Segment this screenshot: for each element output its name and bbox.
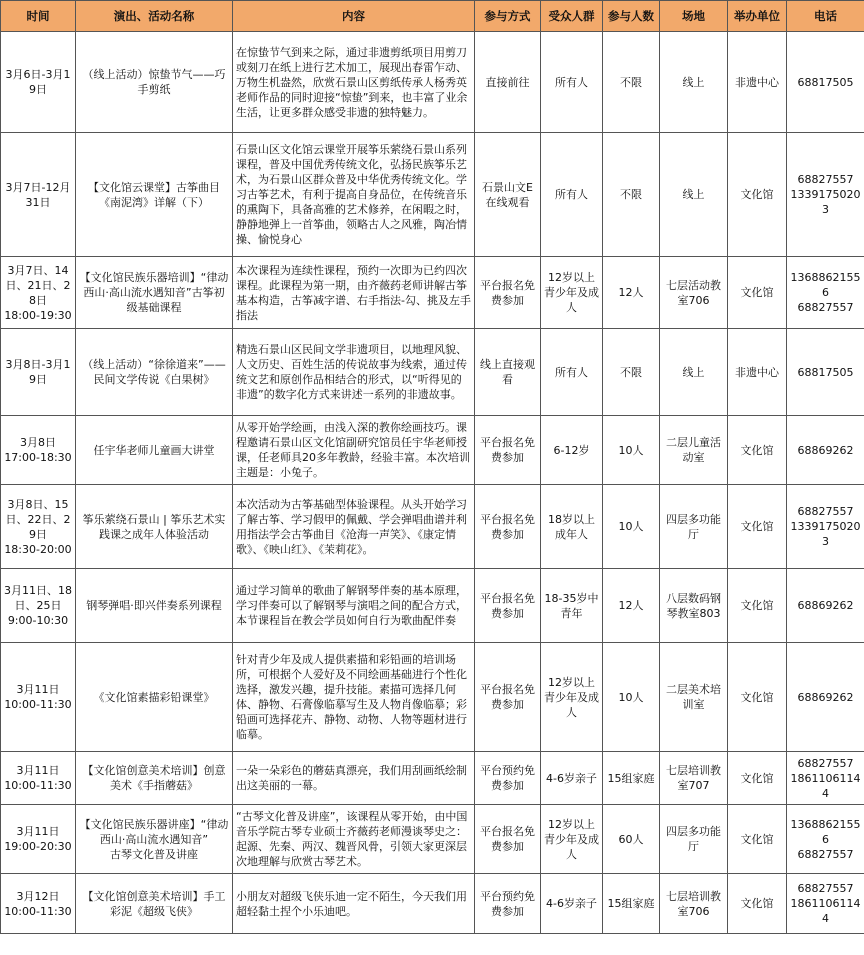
cell-phone-text: 13688621556 68827557 <box>790 271 861 314</box>
header-time: 时间 <box>1 1 76 32</box>
cell-content-text: 通过学习简单的歌曲了解钢琴伴奏的基本原理，学习伴奏可以了解钢琴与演唱之间的配合方式，本节课程旨在教会学员如何自行为歌曲配伴奏 <box>236 584 467 627</box>
cell-content <box>233 805 475 874</box>
cell-venue <box>660 133 728 257</box>
cell-audience <box>541 133 603 257</box>
cell-name-text: 【文化馆创意美术培训】手工彩泥《超级飞侠》 <box>82 889 226 918</box>
cell-venue <box>660 805 728 874</box>
cell-time <box>1 569 76 643</box>
cell-count <box>603 569 660 643</box>
cell-organizer <box>728 643 787 752</box>
cell-audience-text: 4-6岁亲子 <box>546 771 597 785</box>
table-row <box>1 752 864 805</box>
cell-organizer <box>728 32 787 133</box>
cell-count-text: 10人 <box>618 520 644 533</box>
cell-content-text: 从零开始学绘画，由浅入深的教你绘画技巧。课程邀请石景山区文化馆副研究馆员任宇华老师授课，任老师具20多年教龄，经验丰富。本次培训主题是：小兔子。 <box>236 421 470 479</box>
cell-phone <box>787 874 864 934</box>
cell-content <box>233 752 475 805</box>
table-row <box>1 257 864 329</box>
cell-venue <box>660 416 728 485</box>
cell-method-text: 直接前往 <box>485 75 530 89</box>
cell-venue-text: 线上 <box>682 75 705 89</box>
cell-audience-text: 18岁以上成年人 <box>548 512 595 541</box>
cell-phone <box>787 133 864 257</box>
cell-method <box>475 329 541 416</box>
cell-method <box>475 643 541 752</box>
table-row <box>1 416 864 485</box>
table-row <box>1 329 864 416</box>
cell-content <box>233 257 475 329</box>
cell-name-text: （线上活动）惊蛰节气——巧手剪纸 <box>82 68 226 96</box>
cell-venue <box>660 643 728 752</box>
cell-organizer-text: 文化馆 <box>740 897 774 910</box>
cell-content <box>233 643 475 752</box>
cell-audience <box>541 569 603 643</box>
cell-count <box>603 133 660 257</box>
cell-time-text: 3月6日-3月19日 <box>5 68 71 96</box>
cell-venue-text: 七层培训教室706 <box>666 889 721 918</box>
cell-name <box>76 752 233 805</box>
cell-time <box>1 416 76 485</box>
cell-method-text: 平台报名免费参加 <box>480 512 535 541</box>
cell-method-text: 平台报名免费参加 <box>480 683 535 711</box>
cell-content-text: 石景山区文化馆云课堂开展筝乐萦绕石景山系列课程，普及中国优秀传统文化，弘扬民族筝乐艺术，为石景山区群众普及中华优秀传统文化。学习古筝艺术，有利于提高自身品位，在传统音乐的熏陶下，具备高雅的艺术修养，在闲暇之时，静静地弹上一首筝曲，领略古人之风雅，陶冶情操、愉悦身心 <box>236 143 467 246</box>
cell-venue <box>660 874 728 934</box>
cell-method-text: 平台报名免费参加 <box>480 278 535 307</box>
cell-venue-text: 八层数码钢琴教室803 <box>666 591 721 620</box>
cell-method <box>475 569 541 643</box>
cell-name <box>76 569 233 643</box>
cell-count-text: 不限 <box>620 365 642 379</box>
cell-name-text: 【文化馆创意美术培训】创意美术《手指蘑菇》 <box>82 764 226 792</box>
cell-name <box>76 32 233 133</box>
cell-method-text: 平台报名免费参加 <box>480 825 535 853</box>
cell-organizer <box>728 569 787 643</box>
cell-organizer <box>728 752 787 805</box>
header-organizer: 举办单位 <box>728 1 787 32</box>
cell-method-text: 石景山文E在线观看 <box>482 180 533 209</box>
cell-method-text: 平台预约免费参加 <box>480 764 535 792</box>
cell-count <box>603 416 660 485</box>
cell-method <box>475 874 541 934</box>
cell-count <box>603 485 660 569</box>
cell-phone <box>787 416 864 485</box>
cell-audience-text: 所有人 <box>555 75 588 89</box>
cell-venue-text: 线上 <box>682 365 705 379</box>
cell-name <box>76 416 233 485</box>
header-method: 参与方式 <box>475 1 541 32</box>
cell-count <box>603 752 660 805</box>
cell-audience-text: 12岁以上青少年及成人 <box>544 271 599 314</box>
cell-time-text: 3月7日、14日、21日、28日 18:00-19:30 <box>4 263 72 322</box>
cell-venue-text: 二层儿童活动室 <box>666 436 721 464</box>
cell-organizer <box>728 329 787 416</box>
cell-organizer-text: 文化馆 <box>740 520 774 533</box>
cell-name <box>76 485 233 569</box>
header-phone: 电话 <box>787 1 864 32</box>
cell-name <box>76 874 233 934</box>
cell-time-text: 3月7日-12月31日 <box>5 180 71 209</box>
table-body <box>1 32 864 934</box>
cell-organizer-text: 非遗中心 <box>735 365 779 379</box>
cell-method <box>475 805 541 874</box>
cell-audience-text: 所有人 <box>555 188 588 201</box>
cell-audience <box>541 329 603 416</box>
cell-phone-text: 13688621556 68827557 <box>790 817 861 861</box>
cell-method <box>475 485 541 569</box>
cell-content-text: 本次课程为连续性课程，预约一次即为已约四次课程。此课程为第一期，由齐薇药老师讲解古筝基本构造，古筝减字谱、右手指法-勾、挑及左手指法 <box>236 263 471 322</box>
cell-venue-text: 四层多功能厅 <box>666 825 721 853</box>
cell-venue <box>660 257 728 329</box>
header-venue: 场地 <box>660 1 728 32</box>
cell-organizer <box>728 805 787 874</box>
cell-count-text: 10人 <box>618 443 644 457</box>
cell-phone-text: 68827557 13391750203 <box>790 505 861 548</box>
cell-venue-text: 七层培训教室707 <box>666 764 721 792</box>
cell-count-text: 不限 <box>620 188 642 201</box>
cell-count <box>603 329 660 416</box>
cell-organizer-text: 文化馆 <box>740 832 774 846</box>
cell-count <box>603 874 660 934</box>
cell-phone <box>787 805 864 874</box>
cell-name-text: 【文化馆民族乐器培训】“律动西山·高山流水遇知音”古筝初级基础课程 <box>79 271 229 314</box>
cell-time <box>1 643 76 752</box>
cell-time-text: 3月8日、15日、22日、29日 18:30-20:00 <box>4 497 72 556</box>
header-count: 参与人数 <box>603 1 660 32</box>
cell-organizer-text: 文化馆 <box>740 443 774 457</box>
cell-time <box>1 329 76 416</box>
cell-content <box>233 416 475 485</box>
cell-method-text: 平台报名免费参加 <box>480 591 535 620</box>
cell-time-text: 3月8日-3月19日 <box>5 358 71 386</box>
table-row <box>1 569 864 643</box>
cell-venue <box>660 32 728 133</box>
cell-name <box>76 805 233 874</box>
cell-audience <box>541 752 603 805</box>
cell-organizer-text: 文化馆 <box>740 599 774 612</box>
cell-name-text: 筝乐萦绕石景山 | 筝乐艺术实践课之成年人体验活动 <box>82 512 226 541</box>
cell-method <box>475 32 541 133</box>
cell-name-text: 《文化馆素描彩铅课堂》 <box>93 690 215 704</box>
table-row <box>1 485 864 569</box>
cell-venue <box>660 569 728 643</box>
cell-count <box>603 257 660 329</box>
cell-organizer <box>728 257 787 329</box>
cell-count <box>603 32 660 133</box>
cell-organizer-text: 非遗中心 <box>735 75 779 89</box>
cell-time-text: 3月12日 10:00-11:30 <box>4 889 72 918</box>
cell-content <box>233 874 475 934</box>
cell-audience-text: 6-12岁 <box>553 443 590 457</box>
cell-organizer-text: 文化馆 <box>740 771 774 785</box>
cell-organizer <box>728 133 787 257</box>
cell-time-text: 3月8日 17:00-18:30 <box>4 436 72 464</box>
cell-count-text: 15组家庭 <box>607 771 655 785</box>
cell-time <box>1 874 76 934</box>
cell-method <box>475 133 541 257</box>
cell-name-text: 任宇华老师儿童画大讲堂 <box>93 443 215 457</box>
cell-phone-text: 68817505 <box>797 365 854 379</box>
cell-audience-text: 18-35岁中青年 <box>544 591 599 620</box>
cell-organizer <box>728 874 787 934</box>
cell-venue <box>660 485 728 569</box>
cell-time-text: 3月11日、18日、25日 9:00-10:30 <box>4 584 72 627</box>
cell-audience <box>541 485 603 569</box>
cell-content-text: 本次活动为古筝基础型体验课程。从头开始学习了解古筝、学习假甲的佩戴、学会弹唱曲谱并利用指法学会古筝曲目《沧海一声笑》、《康定情歌》、《映山红》、《茉莉花》。 <box>236 497 467 556</box>
cell-count-text: 10人 <box>618 690 644 704</box>
cell-name <box>76 257 233 329</box>
cell-method <box>475 752 541 805</box>
cell-phone <box>787 257 864 329</box>
table-row <box>1 32 864 133</box>
cell-organizer-text: 文化馆 <box>740 690 774 704</box>
cell-venue-text: 七层活动教室706 <box>666 278 721 307</box>
cell-content-text: “古琴文化普及讲座”，该课程从零开始，由中国音乐学院古琴专业硕士齐薇药老师漫谈琴史之：起源、先秦、两汉、魏晋风骨，引领大家更深层次地理解与欣赏古琴艺术。 <box>236 810 468 868</box>
cell-phone-text: 68869262 <box>797 443 854 457</box>
cell-count-text: 不限 <box>620 75 642 89</box>
cell-phone <box>787 569 864 643</box>
cell-method-text: 平台预约免费参加 <box>480 889 535 918</box>
cell-audience <box>541 805 603 874</box>
cell-name <box>76 643 233 752</box>
cell-venue <box>660 329 728 416</box>
cell-venue <box>660 752 728 805</box>
cell-time <box>1 32 76 133</box>
cell-audience-text: 12岁以上青少年及成人 <box>544 817 599 861</box>
cell-time <box>1 485 76 569</box>
cell-venue-text: 四层多功能厅 <box>666 512 721 541</box>
cell-count-text: 12人 <box>618 286 644 299</box>
cell-method <box>475 416 541 485</box>
cell-time-text: 3月11日 10:00-11:30 <box>4 764 72 792</box>
cell-phone <box>787 32 864 133</box>
header-row <box>1 1 864 32</box>
cell-count-text: 15组家庭 <box>607 897 655 910</box>
cell-phone-text: 68869262 <box>797 599 854 612</box>
cell-name-text: （线上活动）“徐徐道来”——民间文学传说《白果树》 <box>82 358 226 386</box>
cell-count-text: 12人 <box>618 599 644 612</box>
cell-phone-text: 68827557 18611061144 <box>790 882 861 925</box>
cell-audience <box>541 643 603 752</box>
cell-method-text: 平台报名免费参加 <box>480 436 535 464</box>
cell-phone <box>787 752 864 805</box>
cell-phone <box>787 329 864 416</box>
cell-count-text: 60人 <box>618 832 644 846</box>
cell-content-text: 针对青少年及成人提供素描和彩铅画的培训场所，可根据个人爱好及不同绘画基础进行个性化选择，激发兴趣，提升技能。素描可选择几何体、静物、石膏像临摹写生及人物肖像临摹；彩铅画可选择花卉、静物、动物、人物等题材进行临摹。 <box>236 653 467 741</box>
header-name: 演出、活动名称 <box>76 1 233 32</box>
cell-audience <box>541 257 603 329</box>
cell-method-text: 线上直接观看 <box>480 358 535 386</box>
cell-organizer-text: 文化馆 <box>740 286 774 299</box>
table-row <box>1 643 864 752</box>
cell-content <box>233 329 475 416</box>
cell-organizer <box>728 416 787 485</box>
cell-audience <box>541 874 603 934</box>
cell-name <box>76 329 233 416</box>
cell-content <box>233 569 475 643</box>
cell-organizer-text: 文化馆 <box>740 188 774 201</box>
cell-time-text: 3月11日 10:00-11:30 <box>4 683 72 711</box>
cell-content-text: 精选石景山区民间文学非遗项目，以地理风貌、人文历史、百姓生活的传说故事为线索，通过传统文艺和原创作品相结合的形式，以“听得见的非遗”的数字化方式来讲述一系列的非遗故事。 <box>236 343 467 401</box>
cell-name-text: 【文化馆云课堂】古筝曲目《南泥湾》详解（下） <box>88 180 220 209</box>
cell-phone-text: 68827557 18611061144 <box>790 756 861 800</box>
cell-venue-text: 二层美术培训室 <box>666 683 721 711</box>
cell-organizer <box>728 485 787 569</box>
cell-name-text: 钢琴弹唱·即兴伴奏系列课程 <box>86 599 222 612</box>
cell-audience-text: 4-6岁亲子 <box>546 897 597 910</box>
cell-name <box>76 133 233 257</box>
cell-count <box>603 805 660 874</box>
cell-phone <box>787 643 864 752</box>
cell-audience <box>541 32 603 133</box>
header-audience: 受众人群 <box>541 1 603 32</box>
cell-audience-text: 所有人 <box>555 365 588 379</box>
table-row <box>1 133 864 257</box>
table-row <box>1 874 864 934</box>
cell-content-text: 在惊蛰节气到来之际，通过非遗剪纸项目用剪刀或刻刀在纸上进行艺术加工，展现出春雷乍动、万物生机盎然，欣赏石景山区剪纸传承人杨秀英老师作品的同时迎接“惊蛰”到来，也丰富了业余生活，让更多群众感受非遗的独特魅力。 <box>236 45 468 119</box>
cell-phone <box>787 485 864 569</box>
cell-time <box>1 257 76 329</box>
cell-audience <box>541 416 603 485</box>
header-content: 内容 <box>233 1 475 32</box>
cell-method <box>475 257 541 329</box>
cell-content <box>233 32 475 133</box>
cell-phone-text: 68827557 13391750203 <box>790 173 861 216</box>
cell-content <box>233 485 475 569</box>
cell-count <box>603 643 660 752</box>
cell-content-text: 小朋友对超级飞侠乐迪一定不陌生，今天我们用超轻黏土捏个小乐迪吧。 <box>236 889 467 918</box>
cell-phone-text: 68869262 <box>797 690 854 704</box>
cell-venue-text: 线上 <box>682 188 705 201</box>
cell-content <box>233 133 475 257</box>
cell-content-text: 一朵一朵彩色的蘑菇真漂亮，我们用刮画纸绘制出这美丽的一幕。 <box>236 764 467 792</box>
cell-time <box>1 133 76 257</box>
cell-name-text: 【文化馆民族乐器讲座】“律动西山·高山流水遇知音” 古琴文化普及讲座 <box>79 817 229 861</box>
cell-phone-text: 68817505 <box>797 75 854 89</box>
cell-time-text: 3月11日 19:00-20:30 <box>4 825 72 853</box>
cell-time <box>1 752 76 805</box>
cell-time <box>1 805 76 874</box>
cell-audience-text: 12岁以上青少年及成人 <box>544 675 599 719</box>
table-row <box>1 805 864 874</box>
